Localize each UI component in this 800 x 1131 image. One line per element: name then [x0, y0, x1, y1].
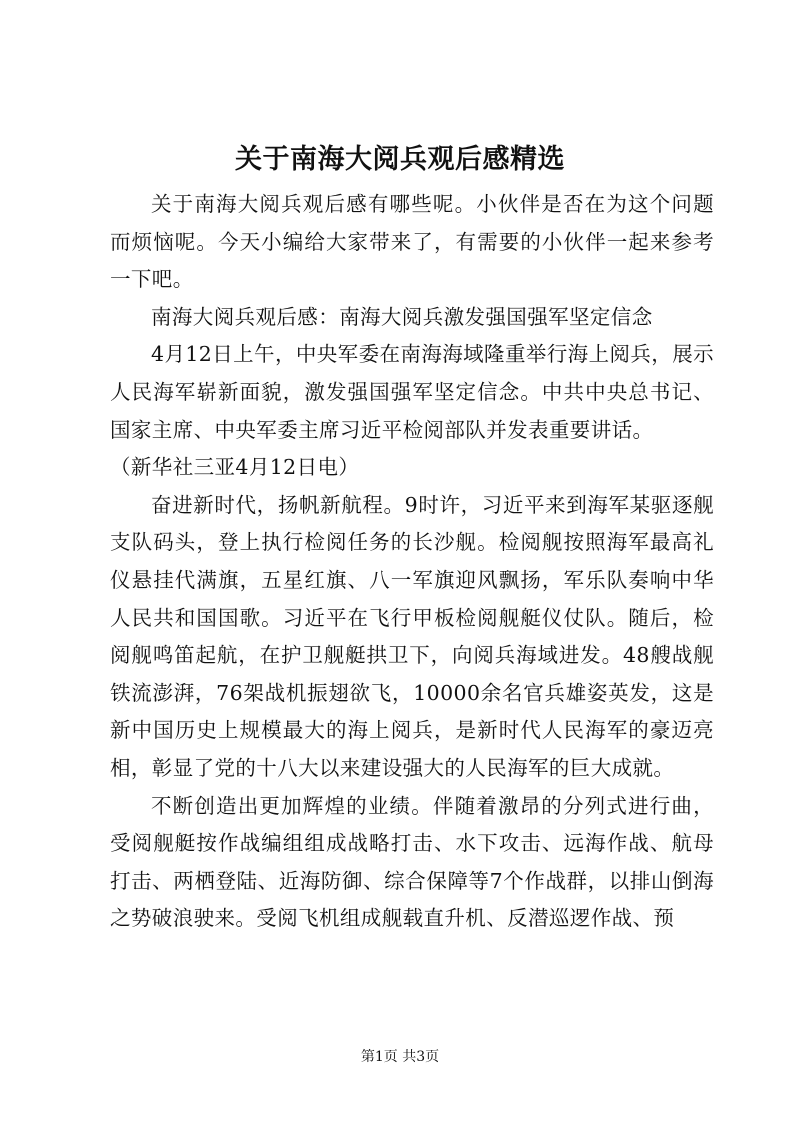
- section-heading: 南海大阅兵观后感：南海大阅兵激发强国强军坚定信念: [151, 304, 653, 329]
- document-title: 关于南海大阅兵观后感精选: [235, 144, 565, 175]
- page-footer: 第1页 共3页: [360, 1049, 440, 1065]
- source-line: （新华社三亚4月12日电）: [110, 455, 360, 480]
- intro-paragraph: 关于南海大阅兵观后感有哪些呢。小伙伴是否在为这个问题而烦恼呢。今天小编给大家带来了，有需要的小伙伴一起来参考一下吧。: [110, 192, 714, 292]
- body-paragraph: 不断创造出更加辉煌的业绩。伴随着激昂的分列式进行曲，受阅舰艇按作战编组组成战略打击、水下攻击、远海作战、航母打击、两栖登陆、近海防御、综合保障等7个作战群，以排山倒海之势破浪驶来。受阅飞机组成舰载直升机、反潜巡逻作战、预: [110, 793, 714, 931]
- document-body: [110, 186, 714, 938]
- body-paragraph: 奋进新时代，扬帆新航程。9时许，习近平来到海军某驱逐舰支队码头，登上执行检阅任务的长沙舰。检阅舰按照海军最高礼仪悬挂代满旗，五星红旗、八一军旗迎风飘扬，军乐队奏响中华人民共和国国歌。习近平在飞行甲板检阅舰艇仪仗队。随后，检阅舰鸣笛起航，在护卫舰艇拱卫下，向阅兵海域进发。48艘战舰铁流澎湃，76架战机振翅欲飞，10000余名官兵雄姿英发，这是新中国历史上规模最大的海上阅兵，是新时代人民海军的豪迈亮相，彰显了党的十八大以来建设强大的人民海军的巨大成就。: [110, 492, 714, 780]
- body-paragraph: 4月12日上午，中央军委在南海海域隆重举行海上阅兵，展示人民海军崭新面貌，激发强国强军坚定信念。中共中央总书记、国家主席、中央军委主席习近平检阅部队并发表重要讲话。: [110, 342, 714, 442]
